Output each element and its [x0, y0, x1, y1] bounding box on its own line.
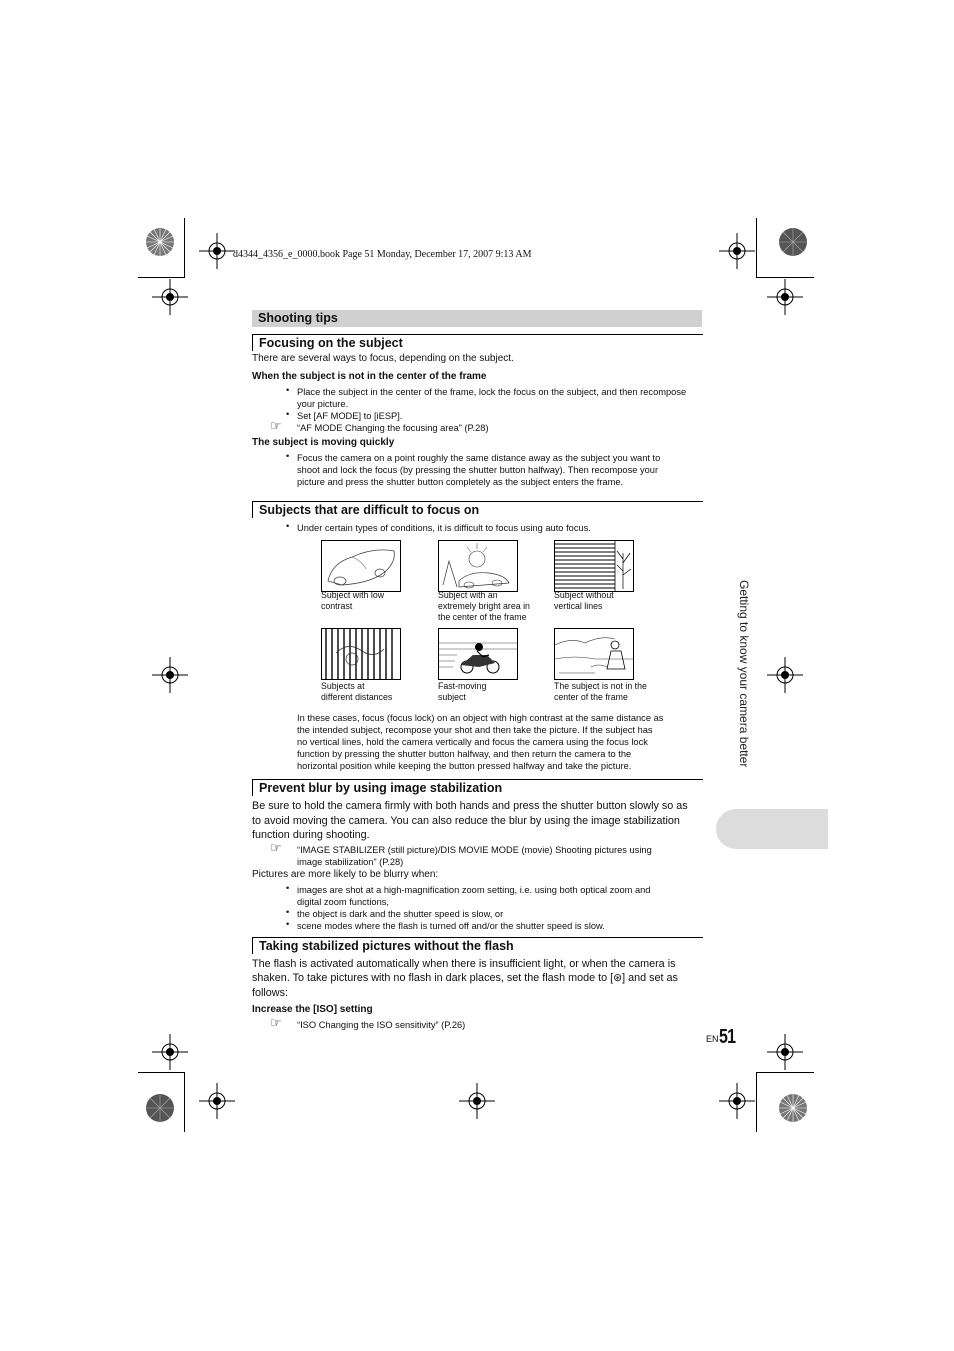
crosshair-target-icon: [199, 233, 235, 269]
caption-line: The subject is not in the: [554, 681, 647, 691]
case1-bullet1-line2: your picture.: [297, 399, 349, 409]
illustration-off-center: [554, 628, 634, 680]
caption: [321, 681, 392, 703]
crop-line: [184, 218, 185, 278]
crosshair-target-icon: [719, 1083, 755, 1119]
focusing-intro: There are several ways to focus, depending on the subject.: [252, 353, 514, 364]
crosshair-target-icon: [767, 279, 803, 315]
blur-reference-line2: image stabilization” (P.28): [297, 857, 404, 867]
caption-line: extremely bright area in: [438, 601, 530, 611]
illustration-low-contrast: [321, 540, 401, 592]
crop-line: [756, 1072, 757, 1132]
blur-bullet1-line2: digital zoom functions,: [297, 897, 389, 907]
caption-line: contrast: [321, 601, 353, 611]
crosshair-target-icon: [199, 1083, 235, 1119]
crop-line: [756, 1072, 814, 1073]
crosshair-target-icon: [152, 657, 188, 693]
bullet: •: [286, 907, 290, 917]
subheading-difficult: [252, 501, 703, 518]
starburst-target-icon: [778, 227, 808, 257]
crop-line: [138, 1072, 185, 1073]
caption-line: Subject with an: [438, 590, 498, 600]
subheading-text: Subjects that are difficult to focus on: [259, 503, 480, 517]
reference-icon: ☞: [270, 840, 282, 855]
crop-line: [184, 1072, 185, 1132]
starburst-target-icon: [145, 227, 175, 257]
iso-reference: “ISO Changing the ISO sensitivity” (P.26): [297, 1020, 466, 1030]
subheading-text: Prevent blur by using image stabilization: [259, 781, 503, 795]
blur-para-line: function during shooting.: [252, 829, 370, 841]
illustration-no-vertical-lines: [554, 540, 634, 592]
caption-line: different distances: [321, 692, 393, 702]
crop-line: [756, 218, 757, 278]
language-code: EN: [706, 1034, 719, 1044]
caption: [321, 590, 384, 612]
subheading-blur: [252, 779, 703, 796]
illustration-bright-center: [438, 540, 518, 592]
blur-bullet3: scene modes where the flash is turned off and/or the shutter speed is slow.: [297, 921, 605, 931]
illustration-different-distances: [321, 628, 401, 680]
crosshair-target-icon: [152, 1034, 188, 1070]
reference-icon: ☞: [270, 1015, 282, 1030]
caption: [554, 681, 647, 703]
blur-reference-line1: “IMAGE STABILIZER (still picture)/DIS MOVIE MODE (movie) Shooting pictures using: [297, 845, 652, 855]
section-title-text: Shooting tips: [258, 311, 338, 325]
illustration-fast-moving: [438, 628, 518, 680]
crosshair-target-icon: [152, 279, 188, 315]
difficult-para-line: the intended subject, recompose your shot and then take the picture. If the subject has: [297, 725, 653, 735]
crop-line: [756, 277, 814, 278]
caption: [438, 681, 486, 703]
case1-bullet2: Set [AF MODE] to [iESP].: [297, 411, 403, 421]
caption: [438, 590, 530, 623]
case2-line3: picture and press the shutter button completely as the subject enters the frame.: [297, 477, 624, 487]
difficult-para-line: no vertical lines, hold the camera vertically and focus the camera using the focus lock: [297, 737, 648, 747]
bullet: •: [286, 451, 290, 461]
flash-para-line: follows:: [252, 987, 289, 999]
crop-line: [138, 277, 185, 278]
bullet: •: [286, 385, 290, 395]
blur-para-line: Be sure to hold the camera firmly with both hands and press the shutter button slowly so as: [252, 800, 688, 812]
subheading-flash: [252, 937, 703, 954]
bullet: •: [286, 521, 290, 531]
crosshair-target-icon: [767, 1034, 803, 1070]
flash-para-line: shaken. To take pictures with no flash in dark places, set the flash mode to [⊛] and set as: [252, 972, 678, 984]
difficult-para-line: In these cases, focus (focus lock) on an object with high contrast at the same distance as: [297, 713, 664, 723]
subheading-focusing: [252, 334, 703, 351]
bullet: •: [286, 883, 290, 893]
caption-line: vertical lines: [554, 601, 603, 611]
subheading-text: Focusing on the subject: [259, 336, 403, 350]
blur-para-line: to avoid moving the camera. You can also reduce the blur by using the image stabilization: [252, 815, 680, 827]
starburst-target-icon: [145, 1093, 175, 1123]
case1-bullet1-line1: Place the subject in the center of the frame, lock the focus on the subject, and then recompose: [297, 387, 687, 397]
difficult-para-line: horizontal position while keeping the button pressed halfway and take the picture.: [297, 761, 632, 771]
print-header: d4344_4356_e_0000.book Page 51 Monday, December 17, 2007 9:13 AM: [233, 249, 532, 260]
case2-line2: shoot and lock the focus (by pressing the shutter button halfway). Then recompose your: [297, 465, 659, 475]
case2-title: The subject is moving quickly: [252, 437, 395, 448]
difficult-intro: Under certain types of conditions, it is difficult to focus using auto focus.: [297, 523, 591, 533]
bullet: •: [286, 409, 290, 419]
caption-line: Fast-moving: [438, 681, 487, 691]
crosshair-target-icon: [767, 657, 803, 693]
caption-line: subject: [438, 692, 466, 702]
difficult-para-line: function by pressing the shutter button halfway, and then return the camera to the: [297, 749, 632, 759]
iso-title: Increase the [ISO] setting: [252, 1004, 373, 1015]
caption-line: Subject with low: [321, 590, 385, 600]
caption-line: Subject without: [554, 590, 614, 600]
case2-line1: Focus the camera on a point roughly the same distance away as the subject you want to: [297, 453, 661, 463]
bullet: •: [286, 919, 290, 929]
reference-icon: ☞: [270, 418, 282, 433]
caption-line: the center of the frame: [438, 612, 527, 622]
crosshair-target-icon: [719, 233, 755, 269]
chapter-tab: [716, 809, 828, 849]
page-number: 51: [719, 1026, 736, 1048]
caption-line: Subjects at: [321, 681, 365, 691]
case1-title: When the subject is not in the center of the frame: [252, 371, 487, 382]
caption: [554, 590, 614, 612]
section-title: [252, 310, 702, 327]
chapter-label: Getting to know your camera better: [737, 580, 751, 768]
blur-bullet1-line1: images are shot at a high-magnification zoom setting, i.e. using both optical zoom and: [297, 885, 651, 895]
blur-likely: Pictures are more likely to be blurry when:: [252, 869, 439, 880]
caption-line: center of the frame: [554, 692, 628, 702]
starburst-target-icon: [778, 1093, 808, 1123]
subheading-text: Taking stabilized pictures without the flash: [259, 939, 514, 953]
flash-para-line: The flash is activated automatically when there is insufficient light, or when the camera is: [252, 958, 676, 970]
case1-reference: “AF MODE Changing the focusing area” (P.28): [297, 423, 489, 433]
crosshair-target-icon: [459, 1083, 495, 1119]
blur-bullet2: the object is dark and the shutter speed is slow, or: [297, 909, 504, 919]
